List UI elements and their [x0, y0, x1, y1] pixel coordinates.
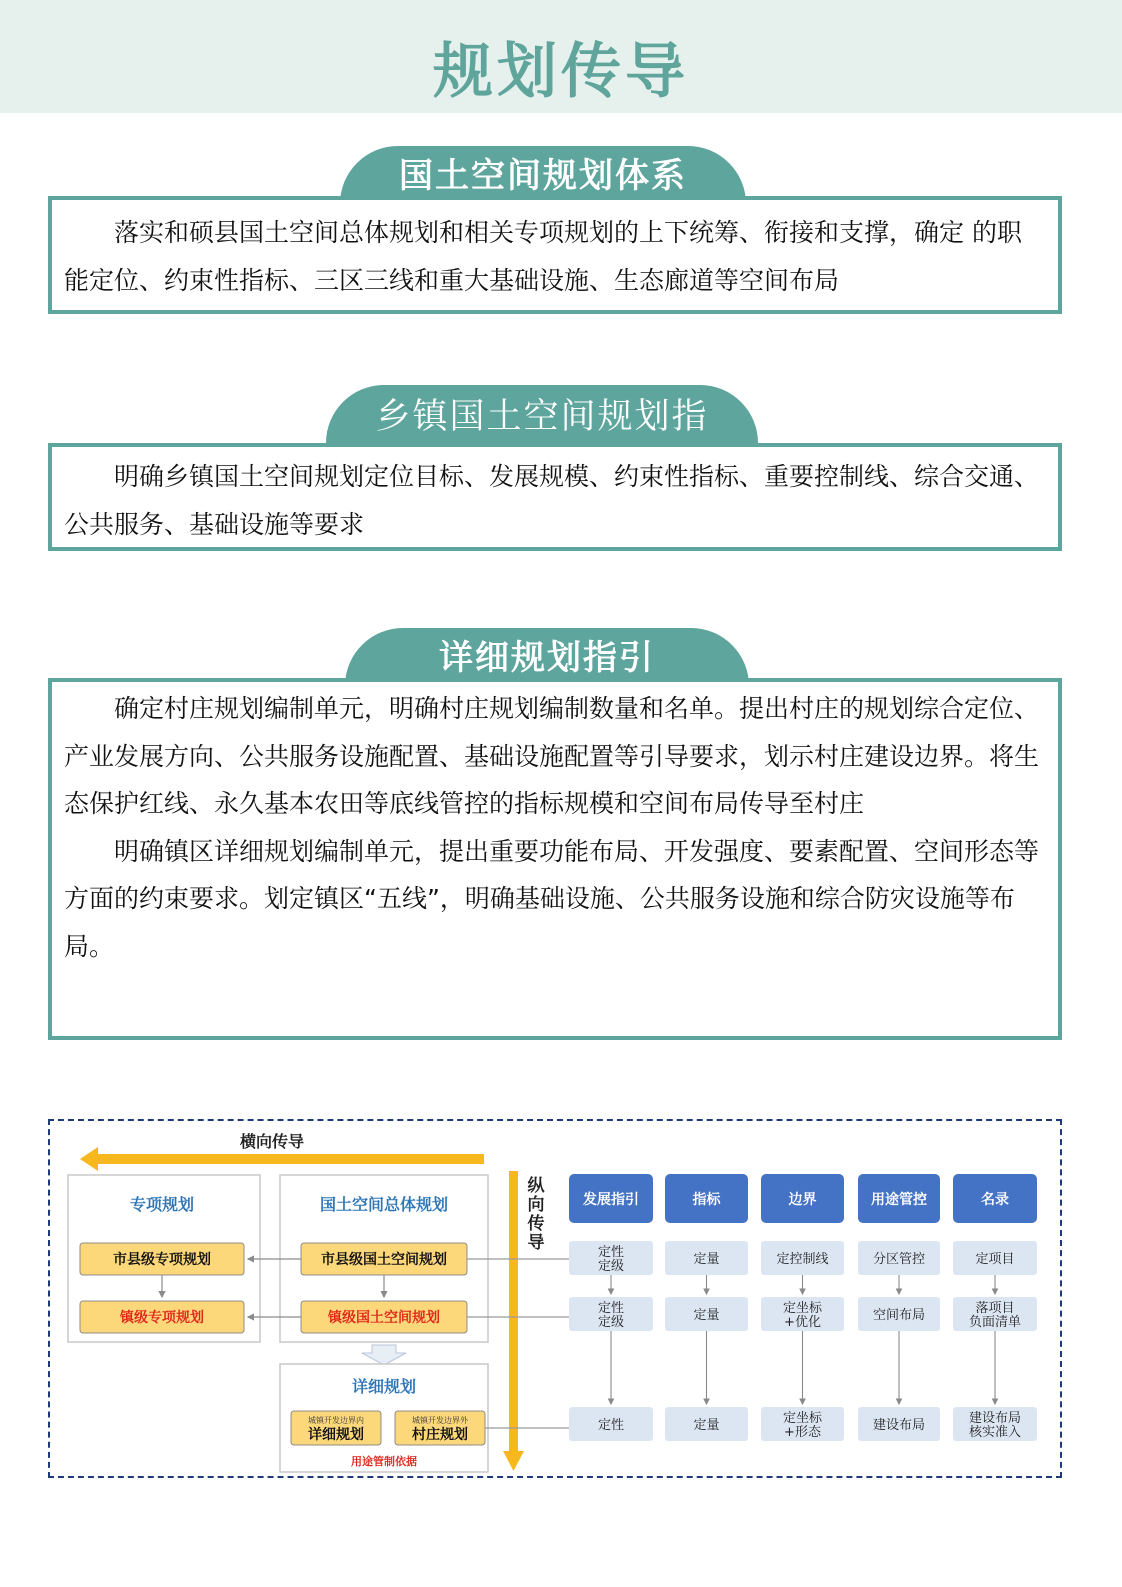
master-planning-title: 国土空间总体规划 [319, 1195, 449, 1214]
vertical-transmission-label-char: 向 [527, 1195, 545, 1215]
master-planning-item: 镇级国土空间规划 [328, 1310, 440, 1326]
column-header-label: 发展指引 [583, 1192, 639, 1208]
section-heading: 详细规划指引 [345, 628, 749, 686]
diagram-canvas [50, 1121, 1059, 1475]
transmission-diagram [48, 1119, 1062, 1478]
master-planning-item: 市县级国土空间规划 [321, 1252, 447, 1268]
grid-cell-label: 空间布局 [872, 1308, 926, 1323]
grid-cell-label: 定量 [693, 1418, 720, 1433]
section-heading: 国土空间规划体系 [340, 146, 746, 204]
column-header-label: 用途管控 [871, 1192, 927, 1208]
detail-planning-title: 详细规划 [351, 1377, 417, 1396]
grid-cell-label: 定控制线 [776, 1252, 829, 1267]
section-paragraph: 确定村庄规划编制单元，明确村庄规划编制数量和名单。提出村庄的规划综合定位、产业发展方向、公共服务设施配置、基础设施配置等引导要求，划示村庄建设边界。将生态保护红线、永久基本农田等底线管控的指标规模和空间布局传导至村庄 [64, 694, 1040, 818]
master-to-detail-arrow [362, 1345, 406, 1365]
detail-planning-item-caption: 城镇开发边界外 [412, 1416, 468, 1425]
grid-cell-label: 定性定级 [597, 1244, 625, 1275]
section-heading: 乡镇国土空间规划指 [326, 385, 758, 443]
grid-cell-label: 定性 [597, 1418, 625, 1433]
section-paragraph: 明确镇区详细规划编制单元，提出重要功能布局、开发强度、要素配置、空间形态等方面的约束要求。划定镇区“五线”，明确基础设施、公共服务设施和综合防灾设施等布局。 [64, 836, 1040, 961]
grid-cell-label: 定量 [693, 1308, 720, 1323]
grid-cell-label: 分区管控 [872, 1252, 926, 1267]
grid-cell-label: 定项目 [975, 1252, 1015, 1267]
section-paragraph: 明确乡镇国土空间规划定位目标、发展规模、约束性指标、重要控制线、综合交通、公共服务、基础设施等要求 [64, 462, 1040, 539]
column-header-label: 边界 [788, 1192, 817, 1208]
detail-planning-item-caption: 城镇开发边界内 [308, 1416, 364, 1425]
page-title: 规划传导 [433, 37, 689, 107]
vertical-transmission-label-char: 导 [527, 1233, 545, 1253]
grid-cell-label: 落项目负面清单 [968, 1300, 1022, 1331]
detail-planning-item-label: 详细规划 [308, 1427, 364, 1443]
detail-planning-item-label: 村庄规划 [412, 1427, 468, 1443]
horizontal-arrow-head [80, 1147, 98, 1171]
horizontal-arrow-shaft [94, 1154, 484, 1164]
special-planning-title: 专项规划 [129, 1195, 195, 1214]
grid-cell-label: 定坐标+优化 [782, 1300, 823, 1331]
grid-cell-label: 建设布局 [872, 1418, 926, 1433]
column-header-label: 指标 [692, 1192, 721, 1208]
vertical-transmission-label-char: 传 [527, 1214, 545, 1234]
section-body [48, 678, 1062, 1040]
section-body [48, 196, 1062, 314]
detail-planning-footer: 用途管制依据 [351, 1455, 417, 1468]
grid-cell-label: 定坐标+形态 [782, 1410, 823, 1441]
section-paragraph: 落实和硕县国土空间总体规划和相关专项规划的上下统筹、衔接和支撑，确定 的职能定位、约束性指标、三区三线和重大基础设施、生态廊道等空间布局 [64, 218, 1022, 295]
vertical-arrow-shaft [509, 1171, 518, 1456]
section-body [48, 443, 1062, 551]
grid-cell-label: 建设布局核实准入 [968, 1410, 1022, 1441]
vertical-transmission-label-char: 纵 [527, 1176, 545, 1196]
horizontal-transmission-label: 横向传导 [239, 1132, 305, 1151]
special-planning-item: 市县级专项规划 [113, 1252, 211, 1268]
column-header-label: 名录 [981, 1192, 1009, 1208]
grid-cell-label: 定量 [693, 1252, 720, 1267]
grid-cell-label: 定性定级 [597, 1300, 625, 1331]
vertical-arrow-head [503, 1451, 524, 1471]
special-planning-item: 镇级专项规划 [120, 1310, 204, 1326]
